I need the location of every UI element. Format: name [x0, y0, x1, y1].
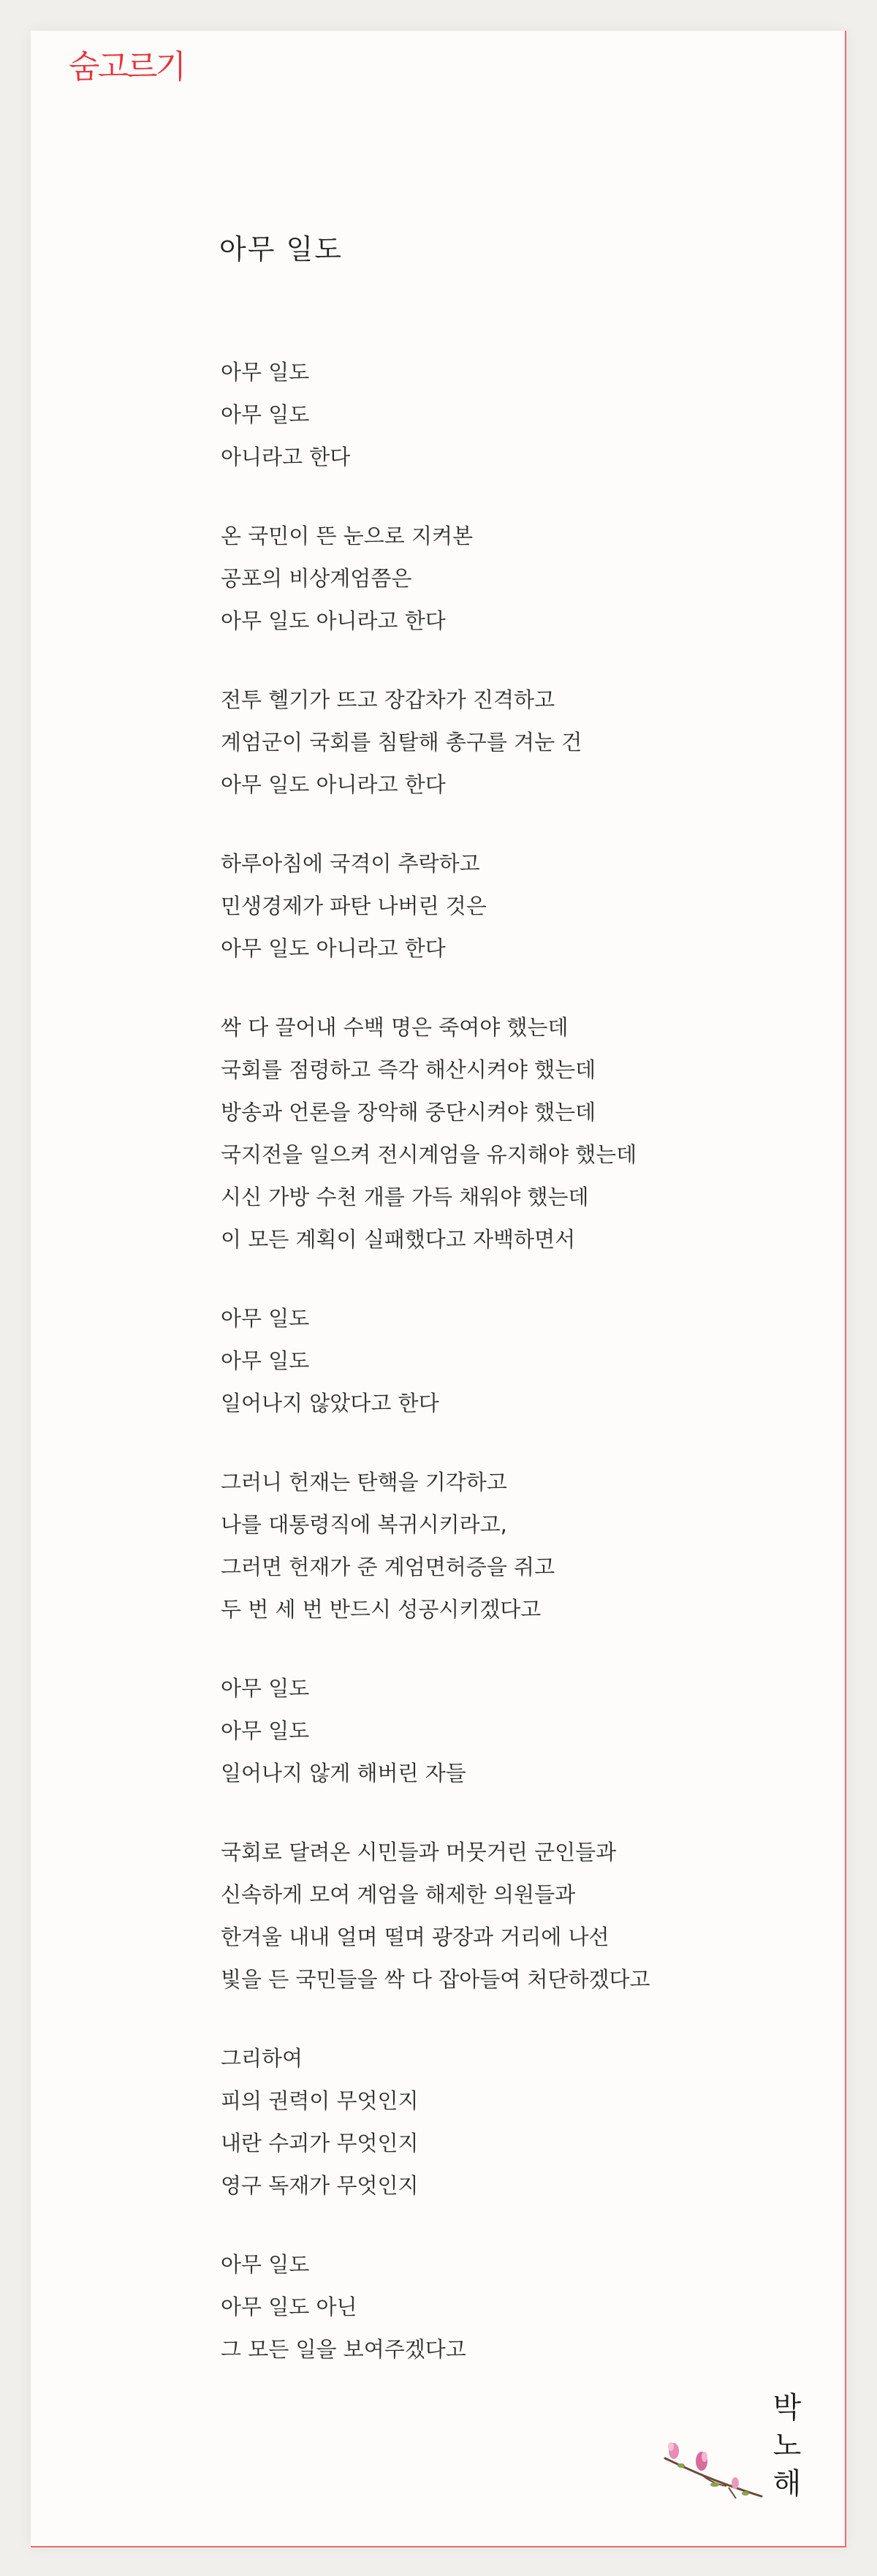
poem-line: 한겨울 내내 얼며 떨며 광장과 거리에 나선	[221, 1925, 610, 1949]
poem-line: 아무 일도	[221, 402, 310, 427]
poem-line: 국회를 점령하고 즉각 해산시켜야 했는데	[221, 1057, 596, 1082]
poem-line: 이 모든 계획이 실패했다고 자백하면서	[221, 1227, 576, 1252]
poem-body	[221, 351, 791, 2407]
poem-line: 아무 일도 아니라고 한다	[221, 608, 446, 633]
stanza	[221, 1667, 791, 1794]
poem-line: 아무 일도 아닌	[221, 2294, 357, 2319]
stanza	[221, 351, 791, 478]
poem-line: 아무 일도	[221, 1676, 310, 1701]
poem-line: 방송과 언론을 장악해 중단시켜야 했는데	[221, 1100, 596, 1125]
stanza	[221, 1831, 791, 2001]
author-name-char: 노	[772, 2429, 802, 2463]
poem-line: 아무 일도	[221, 360, 310, 385]
poem-line: 하루아침에 국격이 추락하고	[221, 851, 480, 876]
poem-line: 계엄군이 국회를 침탈해 총구를 겨눈 건	[221, 730, 582, 755]
stanza	[221, 2037, 791, 2207]
poem-line: 아무 일도 아니라고 한다	[221, 772, 446, 797]
poem-line: 아무 일도	[221, 1348, 310, 1373]
poem-line: 아무 일도	[221, 1306, 310, 1331]
poem-line: 일어나지 않았다고 한다	[221, 1391, 439, 1416]
poem-line: 온 국민이 뜬 눈으로 지켜본	[221, 524, 474, 548]
poem-line: 두 번 세 번 반드시 성공시키겠다고	[221, 1597, 542, 1622]
poem-line: 그리하여	[221, 2046, 303, 2071]
poem-line: 국지전을 일으켜 전시계엄을 유지해야 했는데	[221, 1142, 637, 1167]
poem-line: 나를 대통령직에 복귀시키라고,	[221, 1512, 507, 1537]
brand-logo[interactable]: 숨고르기	[69, 48, 185, 86]
blossom-branch-icon	[659, 2429, 769, 2517]
stanza	[221, 2243, 791, 2371]
poem-line: 아니라고 한다	[221, 445, 351, 469]
author-name	[769, 2389, 805, 2503]
poem-line: 영구 독재가 무엇인지	[221, 2173, 419, 2198]
poem-line: 아무 일도	[221, 2252, 310, 2277]
author-name-char: 박	[772, 2391, 802, 2425]
stanza	[221, 515, 791, 642]
author-name-char: 해	[772, 2467, 802, 2501]
poem-line: 내란 수괴가 무엇인지	[221, 2131, 419, 2156]
author-signature	[659, 2389, 835, 2542]
poem-line: 그 모든 일을 보여주겠다고	[221, 2337, 466, 2362]
poem-line: 신속하게 모여 계엄을 해제한 의원들과	[221, 1882, 576, 1907]
poem-line: 아무 일도 아니라고 한다	[221, 936, 446, 961]
poem-line: 국회로 달려온 시민들과 머뭇거린 군인들과	[221, 1840, 617, 1865]
poem-line: 싹 다 끌어내 수백 명은 죽여야 했는데	[221, 1015, 569, 1040]
poem-line: 민생경제가 파탄 나버린 것은	[221, 894, 487, 918]
stanza	[221, 1461, 791, 1631]
poem-line: 공포의 비상계엄쯤은	[221, 566, 412, 591]
poem-title: 아무 일도	[219, 233, 343, 265]
poem-line: 일어나지 않게 해버린 자들	[221, 1761, 466, 1786]
poem-line: 그러니 헌재는 탄핵을 기각하고	[221, 1470, 507, 1495]
poem-line: 시신 가방 수천 개를 가득 채워야 했는데	[221, 1185, 589, 1209]
stanza	[221, 1006, 791, 1261]
poem-card	[31, 31, 846, 2547]
poem-line: 피의 권력이 무엇인지	[221, 2088, 419, 2113]
poem-line: 아무 일도	[221, 1718, 310, 1743]
poem-line: 그러면 헌재가 준 계엄면허증을 쥐고	[221, 1555, 555, 1579]
poem-line: 전투 헬기가 뜨고 장갑차가 진격하고	[221, 687, 555, 712]
stanza	[221, 679, 791, 806]
stanza	[221, 842, 791, 970]
poem-line: 빛을 든 국민들을 싹 다 잡아들여 처단하겠다고	[221, 1967, 650, 1992]
stanza	[221, 1297, 791, 1424]
